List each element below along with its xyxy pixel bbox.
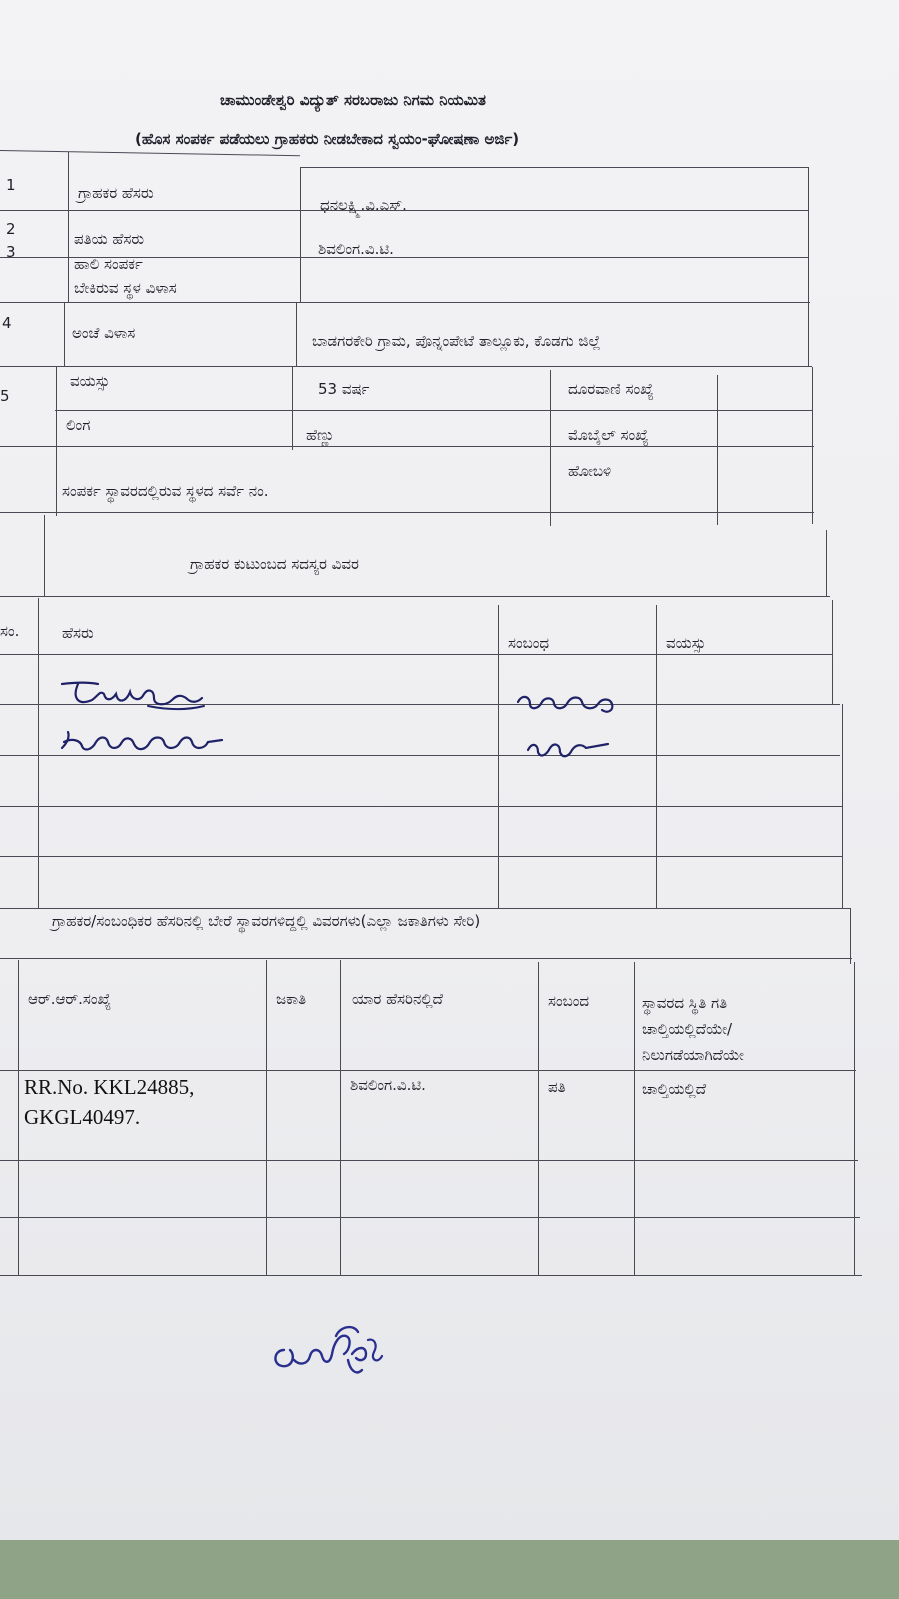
table-line <box>717 375 718 525</box>
table-line <box>538 962 539 1276</box>
postal-address-label: ಅಂಚೆ ವಿಳಾಸ <box>72 324 136 342</box>
property-relation-value: ಪತಿ <box>548 1078 566 1096</box>
table-line <box>266 960 267 1276</box>
row-number: 3 <box>6 243 16 261</box>
property-col-status: ಸ್ಥಾವರದ ಸ್ಥಿತಿ ಗತಿ <box>642 994 728 1012</box>
handwritten-name-1 <box>58 676 208 716</box>
table-line <box>0 1070 856 1071</box>
customer-name-label: ಗ್ರಾಹಕರ ಹೆಸರು <box>78 184 154 202</box>
table-line <box>0 1160 858 1161</box>
table-line <box>0 446 814 447</box>
property-col-relation: ಸಂಬಂದ <box>548 992 590 1010</box>
table-line <box>38 598 39 908</box>
property-col-tariff: ಜಕಾತಿ <box>276 990 307 1008</box>
table-line <box>340 960 341 1276</box>
table-line <box>300 167 808 168</box>
postal-address-value: ಬಾಡಗರಕೇರಿ ಗ್ರಾಮ, ಪೊನ್ನಂಪೇಟೆ ತಾಲ್ಲೂಕು, ಕೊಡಗು ಜಿಲ್ಲೆ <box>312 332 601 350</box>
age-label: ವಯಸ್ಸು <box>70 372 110 390</box>
table-line <box>656 605 657 908</box>
property-col-status-line2: ಚಾಲ್ತಿಯಲ್ಲಿದೆಯೇ/ <box>642 1020 733 1038</box>
table-line <box>296 302 297 366</box>
signature <box>270 1320 390 1380</box>
table-line <box>0 958 852 959</box>
row-number: 4 <box>2 314 12 332</box>
handwritten-name-2 <box>58 728 228 758</box>
table-line <box>826 530 827 596</box>
property-whose-value: ಶಿವಲಿಂಗ.ವಿ.ಟಿ. <box>350 1076 426 1094</box>
table-line <box>550 370 551 526</box>
table-line <box>56 366 57 516</box>
survey-label: ಸಂಪರ್ಕ ಸ್ಥಾವರದಲ್ಲಿರುವ ಸ್ಥಳದ ಸರ್ವೆ ನಂ. <box>62 482 269 500</box>
row-number: 5 <box>0 387 10 405</box>
rr-number-value: RR.No. KKL24885, <box>24 1075 195 1099</box>
form-title: ಚಾಮುಂಡೇಶ್ವರಿ ವಿದ್ಯುತ್ ಸರಬರಾಜು ನಿಗಮ ನಿಯಮಿತ <box>220 91 486 109</box>
mobile-label: ಮೊಬೈಲ್ ಸಂಖ್ಯೆ <box>568 426 649 444</box>
table-line <box>68 152 69 302</box>
table-line <box>0 806 842 807</box>
table-line <box>64 302 65 366</box>
gender-value: ಹೆಣ್ಣು <box>306 426 335 444</box>
table-line <box>634 962 635 1276</box>
husband-name-value: ಶಿವಲಿಂಗ.ವಿ.ಟಿ. <box>318 240 394 258</box>
table-line <box>0 150 300 156</box>
row-number: 2 <box>6 220 16 238</box>
property-status-value: ಚಾಲ್ತಿಯಲ್ಲಿದೆ <box>642 1080 707 1098</box>
rr-number-value-line2: GKGL40497. <box>24 1105 141 1129</box>
table-line <box>0 908 850 909</box>
table-line <box>498 605 499 908</box>
family-col-name: ಹೆಸರು <box>62 624 94 642</box>
family-heading: ಗ್ರಾಹಕರ ಕುಟುಂಬದ ಸದಸ್ಯರ ವಿವರ <box>190 555 359 573</box>
table-line <box>842 704 843 908</box>
hobli-label: ಹೋಬಳಿ <box>568 462 612 480</box>
site-address-label: ಹಾಲಿ ಸಂಪರ್ಕ <box>74 255 143 273</box>
table-line <box>55 410 813 411</box>
husband-name-label: ಪತಿಯ ಹೆಸರು <box>74 230 145 248</box>
handwritten-relation-1 <box>514 688 624 718</box>
form-subtitle: (ಹೊಸ ಸಂಪರ್ಕ ಪಡೆಯಲು ಗ್ರಾಹಕರು ನೀಡಬೇಕಾದ ಸ್ವಯಂ-ಘೋಷಣಾ ಅರ್ಜಿ) <box>135 130 520 148</box>
table-line <box>808 167 809 367</box>
table-line <box>0 512 814 513</box>
family-col-relation: ಸಂಬಂಧ <box>508 634 550 652</box>
table-line <box>292 366 293 450</box>
table-line <box>0 654 832 655</box>
table-line <box>300 167 301 302</box>
property-col-rr: ಆರ್.ಆರ್.ಸಂಖ್ಯೆ <box>28 990 112 1008</box>
table-line <box>812 367 813 524</box>
table-line <box>854 962 855 1276</box>
table-line <box>832 600 833 704</box>
property-col-whose: ಯಾರ ಹೆಸರಿನಲ್ಲಿದೆ <box>352 990 443 1008</box>
row-number: 1 <box>6 176 16 194</box>
table-line <box>0 1217 860 1218</box>
table-line <box>18 960 19 1276</box>
customer-name-value: ಧನಲಕ್ಷ್ಮಿ.ವಿ.ಎಸ್. <box>320 196 407 214</box>
handwritten-relation-2 <box>524 738 614 760</box>
site-address-label-line2: ಬೇಕಿರುವ ಸ್ಥಳ ವಿಳಾಸ <box>74 279 177 297</box>
table-line <box>0 596 830 597</box>
family-col-no: ಸಂ. <box>0 622 20 640</box>
table-line <box>850 908 851 964</box>
family-col-age: ವಯಸ್ಸು <box>666 634 706 652</box>
table-line <box>0 1275 862 1276</box>
gender-label: ಲಿಂಗ <box>66 416 91 434</box>
table-line <box>0 366 812 367</box>
table-line <box>0 856 842 857</box>
phone-label: ದೂರವಾಣಿ ಸಂಖ್ಯೆ <box>568 380 654 398</box>
age-value: 53 ವರ್ಷ <box>318 380 370 398</box>
property-col-status-line3: ನಿಲುಗಡೆಯಾಗಿದೆಯೇ <box>642 1046 744 1064</box>
table-line <box>0 302 810 303</box>
table-line <box>44 515 45 597</box>
property-heading: ಗ್ರಾಹಕರ/ಸಂಬಂಧಿಕರ ಹೆಸರಿನಲ್ಲಿ ಬೇರೆ ಸ್ಥಾವರಗಳಿದ್ದಲ್ಲಿ ವಿವರಗಳು(ಎಲ್ಲಾ ಜಕಾತಿಗಳು ಸೇರಿ) <box>52 912 481 930</box>
